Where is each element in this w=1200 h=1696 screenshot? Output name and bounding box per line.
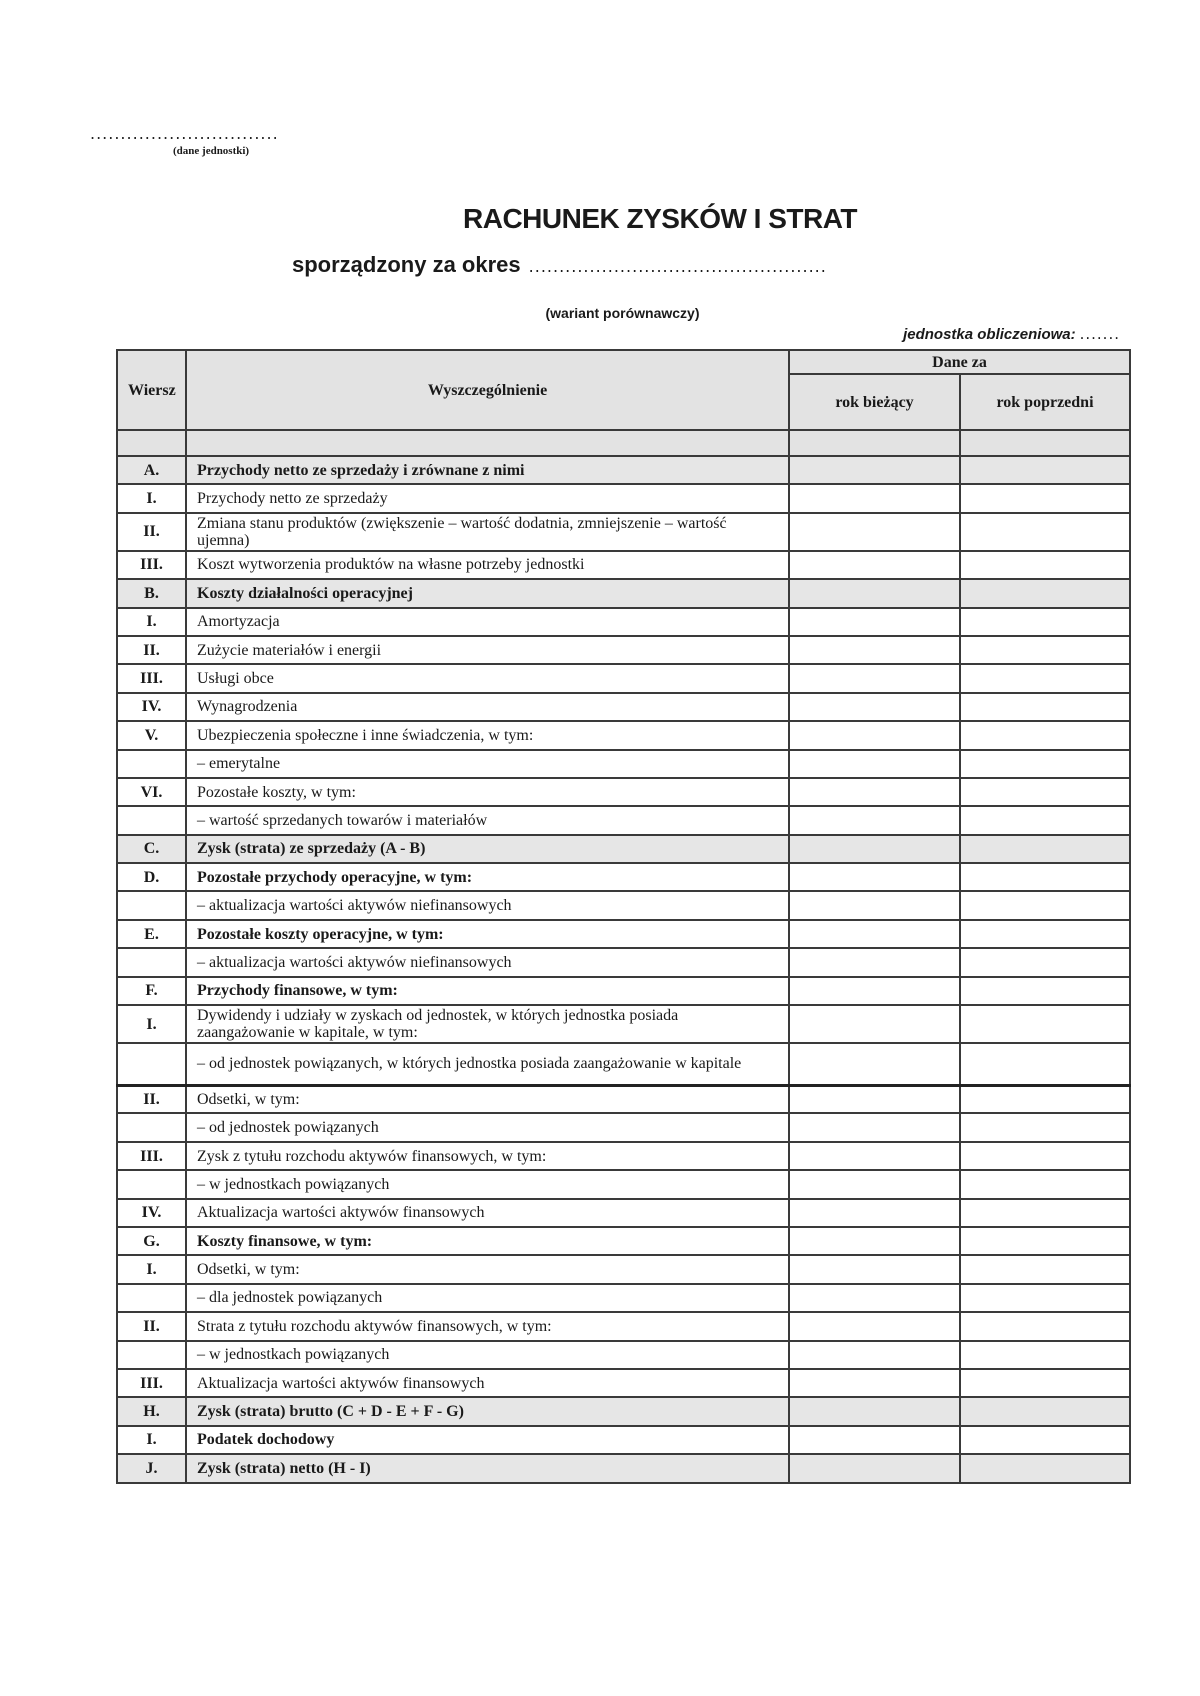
previous-year-value-cell[interactable] xyxy=(960,1199,1130,1227)
table-row xyxy=(117,1199,1130,1227)
previous-year-value-cell[interactable] xyxy=(960,1005,1130,1043)
current-year-value-cell[interactable] xyxy=(789,579,960,607)
table-row xyxy=(117,1341,1130,1369)
row-description: – emerytalne xyxy=(186,750,789,778)
row-description: Zysk (strata) netto (H - I) xyxy=(186,1454,789,1482)
row-description: – aktualizacja wartości aktywów niefinansowych xyxy=(186,891,789,919)
previous-year-value-cell[interactable] xyxy=(960,1227,1130,1255)
current-year-value-cell[interactable] xyxy=(789,551,960,579)
row-description: Zysk z tytułu rozchodu aktywów finansowych, w tym: xyxy=(186,1142,789,1170)
income-statement-table xyxy=(116,349,1131,1484)
current-year-value-cell[interactable] xyxy=(789,806,960,834)
current-year-value-cell[interactable] xyxy=(789,1227,960,1255)
row-description: Wynagrodzenia xyxy=(186,693,789,721)
previous-year-value-cell[interactable] xyxy=(960,750,1130,778)
current-year-value-cell[interactable] xyxy=(789,977,960,1005)
row-number xyxy=(117,806,186,834)
row-number: D. xyxy=(117,863,186,891)
table-row xyxy=(117,721,1130,749)
table-row xyxy=(117,551,1130,579)
row-description: – od jednostek powiązanych xyxy=(186,1113,789,1141)
previous-year-value-cell[interactable] xyxy=(960,920,1130,948)
previous-year-value-cell[interactable] xyxy=(960,1170,1130,1198)
table-row xyxy=(117,948,1130,976)
current-year-value-cell[interactable] xyxy=(789,1397,960,1425)
row-number: III. xyxy=(117,551,186,579)
row-description: Amortyzacja xyxy=(186,608,789,636)
previous-year-value-cell[interactable] xyxy=(960,863,1130,891)
row-number: II. xyxy=(117,513,186,551)
table-row xyxy=(117,1113,1130,1141)
current-year-value-cell[interactable] xyxy=(789,1369,960,1397)
table-row xyxy=(117,579,1130,607)
table-row xyxy=(117,1397,1130,1425)
current-year-value-cell[interactable] xyxy=(789,778,960,806)
row-description: Koszty finansowe, w tym: xyxy=(186,1227,789,1255)
row-number xyxy=(117,1284,186,1312)
row-number: I. xyxy=(117,1426,186,1454)
row-number: F. xyxy=(117,977,186,1005)
table-row xyxy=(117,1043,1130,1085)
current-year-value-cell[interactable] xyxy=(789,1454,960,1482)
table-row xyxy=(117,693,1130,721)
row-number: II. xyxy=(117,636,186,664)
row-description: Zmiana stanu produktów (zwiększenie – wartość dodatnia, zmniejszenie – wartość ujemna) xyxy=(186,513,789,551)
row-description: Koszt wytworzenia produktów na własne potrzeby jednostki xyxy=(186,551,789,579)
current-year-value-cell[interactable] xyxy=(789,891,960,919)
unit-name-caption: (dane jednostki) xyxy=(173,145,250,157)
current-year-value-cell[interactable] xyxy=(789,721,960,749)
row-number: V. xyxy=(117,721,186,749)
table-row xyxy=(117,920,1130,948)
previous-year-value-cell[interactable] xyxy=(960,778,1130,806)
row-number xyxy=(117,1341,186,1369)
period-line xyxy=(292,252,827,278)
period-label: sporządzony za okres xyxy=(292,252,521,277)
current-year-value-cell[interactable] xyxy=(789,1043,960,1085)
previous-year-value-cell[interactable] xyxy=(960,551,1130,579)
current-year-value-cell[interactable] xyxy=(789,1005,960,1043)
row-description: Podatek dochodowy xyxy=(186,1426,789,1454)
previous-year-value-cell[interactable] xyxy=(960,977,1130,1005)
row-number: J. xyxy=(117,1454,186,1482)
row-description: – w jednostkach powiązanych xyxy=(186,1341,789,1369)
row-description: Usługi obce xyxy=(186,664,789,692)
previous-year-value-cell[interactable] xyxy=(960,1454,1130,1482)
current-year-value-cell[interactable] xyxy=(789,948,960,976)
current-year-value-cell[interactable] xyxy=(789,1284,960,1312)
current-year-value-cell[interactable] xyxy=(789,1113,960,1141)
row-description: Ubezpieczenia społeczne i inne świadczenia, w tym: xyxy=(186,721,789,749)
row-description: Zysk (strata) ze sprzedaży (A - B) xyxy=(186,835,789,863)
row-number: B. xyxy=(117,579,186,607)
header-spacer-row xyxy=(117,430,1130,456)
row-description: Przychody finansowe, w tym: xyxy=(186,977,789,1005)
previous-year-value-cell[interactable] xyxy=(960,1312,1130,1340)
col-header-description: Wyszczególnienie xyxy=(186,350,789,430)
row-description: Koszty działalności operacyjnej xyxy=(186,579,789,607)
calc-unit-label: jednostka obliczeniowa: xyxy=(903,326,1076,343)
table-row xyxy=(117,1227,1130,1255)
table-row xyxy=(117,1312,1130,1340)
previous-year-value-cell[interactable] xyxy=(960,835,1130,863)
col-header-previous-year: rok poprzedni xyxy=(960,374,1130,430)
current-year-value-cell[interactable] xyxy=(789,1341,960,1369)
previous-year-value-cell[interactable] xyxy=(960,579,1130,607)
row-number xyxy=(117,1170,186,1198)
previous-year-value-cell[interactable] xyxy=(960,456,1130,484)
table-row xyxy=(117,835,1130,863)
row-number xyxy=(117,1113,186,1141)
row-description: Przychody netto ze sprzedaży xyxy=(186,484,789,512)
previous-year-value-cell[interactable] xyxy=(960,806,1130,834)
table-row xyxy=(117,1085,1130,1113)
previous-year-value-cell[interactable] xyxy=(960,721,1130,749)
table-row xyxy=(117,1255,1130,1283)
table-row xyxy=(117,636,1130,664)
row-number: IV. xyxy=(117,1199,186,1227)
previous-year-value-cell[interactable] xyxy=(960,1043,1130,1085)
row-description: – w jednostkach powiązanych xyxy=(186,1170,789,1198)
row-description: – aktualizacja wartości aktywów niefinansowych xyxy=(186,948,789,976)
row-description: Odsetki, w tym: xyxy=(186,1085,789,1113)
row-number: G. xyxy=(117,1227,186,1255)
row-description: Dywidendy i udziały w zyskach od jednostek, w których jednostka posiada zaangażowanie w kapitale, w tym: xyxy=(186,1005,789,1043)
table-row xyxy=(117,1454,1130,1482)
current-year-value-cell[interactable] xyxy=(789,484,960,512)
row-description: – od jednostek powiązanych, w których jednostka posiada zaangażowanie w kapitale xyxy=(186,1043,789,1085)
previous-year-value-cell[interactable] xyxy=(960,636,1130,664)
current-year-value-cell[interactable] xyxy=(789,863,960,891)
row-description: Aktualizacja wartości aktywów finansowych xyxy=(186,1369,789,1397)
row-description: Zużycie materiałów i energii xyxy=(186,636,789,664)
previous-year-value-cell[interactable] xyxy=(960,608,1130,636)
current-year-value-cell[interactable] xyxy=(789,513,960,551)
previous-year-value-cell[interactable] xyxy=(960,1397,1130,1425)
row-number: C. xyxy=(117,835,186,863)
calc-unit-field[interactable]: ....... xyxy=(1079,325,1120,343)
row-description: Pozostałe koszty operacyjne, w tym: xyxy=(186,920,789,948)
current-year-value-cell[interactable] xyxy=(789,1085,960,1113)
previous-year-value-cell[interactable] xyxy=(960,484,1130,512)
row-number: III. xyxy=(117,664,186,692)
row-number: VI. xyxy=(117,778,186,806)
table-row xyxy=(117,456,1130,484)
table-row xyxy=(117,513,1130,551)
table-row xyxy=(117,806,1130,834)
previous-year-value-cell[interactable] xyxy=(960,513,1130,551)
table-row xyxy=(117,664,1130,692)
table-row xyxy=(117,891,1130,919)
col-header-data-group: Dane za xyxy=(789,350,1130,374)
previous-year-value-cell[interactable] xyxy=(960,1284,1130,1312)
current-year-value-cell[interactable] xyxy=(789,1142,960,1170)
previous-year-value-cell[interactable] xyxy=(960,1113,1130,1141)
table-row xyxy=(117,1369,1130,1397)
row-number xyxy=(117,750,186,778)
previous-year-value-cell[interactable] xyxy=(960,891,1130,919)
table-row xyxy=(117,1170,1130,1198)
table-row xyxy=(117,1142,1130,1170)
calc-unit-line xyxy=(903,325,1120,343)
period-field[interactable]: ................................................. xyxy=(528,257,827,276)
unit-name-placeholder[interactable]: ............................... xyxy=(90,124,279,143)
table-row xyxy=(117,778,1130,806)
row-description: – dla jednostek powiązanych xyxy=(186,1284,789,1312)
row-number: I. xyxy=(117,1255,186,1283)
current-year-value-cell[interactable] xyxy=(789,1199,960,1227)
current-year-value-cell[interactable] xyxy=(789,608,960,636)
row-number xyxy=(117,948,186,976)
current-year-value-cell[interactable] xyxy=(789,750,960,778)
table-row xyxy=(117,1284,1130,1312)
current-year-value-cell[interactable] xyxy=(789,1426,960,1454)
page-title: RACHUNEK ZYSKÓW I STRAT xyxy=(463,203,857,234)
row-number: III. xyxy=(117,1369,186,1397)
row-description: Odsetki, w tym: xyxy=(186,1255,789,1283)
current-year-value-cell[interactable] xyxy=(789,456,960,484)
previous-year-value-cell[interactable] xyxy=(960,1426,1130,1454)
row-description: Pozostałe przychody operacyjne, w tym: xyxy=(186,863,789,891)
row-description: Strata z tytułu rozchodu aktywów finansowych, w tym: xyxy=(186,1312,789,1340)
table-row xyxy=(117,1005,1130,1043)
row-number: I. xyxy=(117,608,186,636)
row-number: H. xyxy=(117,1397,186,1425)
row-description: – wartość sprzedanych towarów i materiałów xyxy=(186,806,789,834)
previous-year-value-cell[interactable] xyxy=(960,1142,1130,1170)
table-row xyxy=(117,750,1130,778)
col-header-row-number: Wiersz xyxy=(117,350,186,430)
row-number: III. xyxy=(117,1142,186,1170)
variant-subtitle: (wariant porównawczy) xyxy=(545,305,700,321)
table-row xyxy=(117,863,1130,891)
current-year-value-cell[interactable] xyxy=(789,1255,960,1283)
current-year-value-cell[interactable] xyxy=(789,1312,960,1340)
row-description: Pozostałe koszty, w tym: xyxy=(186,778,789,806)
row-description: Aktualizacja wartości aktywów finansowych xyxy=(186,1199,789,1227)
current-year-value-cell[interactable] xyxy=(789,920,960,948)
previous-year-value-cell[interactable] xyxy=(960,1369,1130,1397)
previous-year-value-cell[interactable] xyxy=(960,1085,1130,1113)
row-number: I. xyxy=(117,1005,186,1043)
current-year-value-cell[interactable] xyxy=(789,693,960,721)
previous-year-value-cell[interactable] xyxy=(960,948,1130,976)
row-number: A. xyxy=(117,456,186,484)
row-number: I. xyxy=(117,484,186,512)
table-row xyxy=(117,484,1130,512)
row-number: II. xyxy=(117,1312,186,1340)
previous-year-value-cell[interactable] xyxy=(960,664,1130,692)
col-header-current-year: rok bieżący xyxy=(789,374,960,430)
previous-year-value-cell[interactable] xyxy=(960,1255,1130,1283)
row-number xyxy=(117,1043,186,1085)
previous-year-value-cell[interactable] xyxy=(960,1341,1130,1369)
row-number: E. xyxy=(117,920,186,948)
row-description: Zysk (strata) brutto (C + D - E + F - G) xyxy=(186,1397,789,1425)
table-row xyxy=(117,608,1130,636)
row-number: II. xyxy=(117,1085,186,1113)
table-row xyxy=(117,1426,1130,1454)
previous-year-value-cell[interactable] xyxy=(960,693,1130,721)
row-number: IV. xyxy=(117,693,186,721)
current-year-value-cell[interactable] xyxy=(789,636,960,664)
current-year-value-cell[interactable] xyxy=(789,835,960,863)
current-year-value-cell[interactable] xyxy=(789,664,960,692)
row-description: Przychody netto ze sprzedaży i zrównane z nimi xyxy=(186,456,789,484)
row-number xyxy=(117,891,186,919)
table-row xyxy=(117,977,1130,1005)
current-year-value-cell[interactable] xyxy=(789,1170,960,1198)
